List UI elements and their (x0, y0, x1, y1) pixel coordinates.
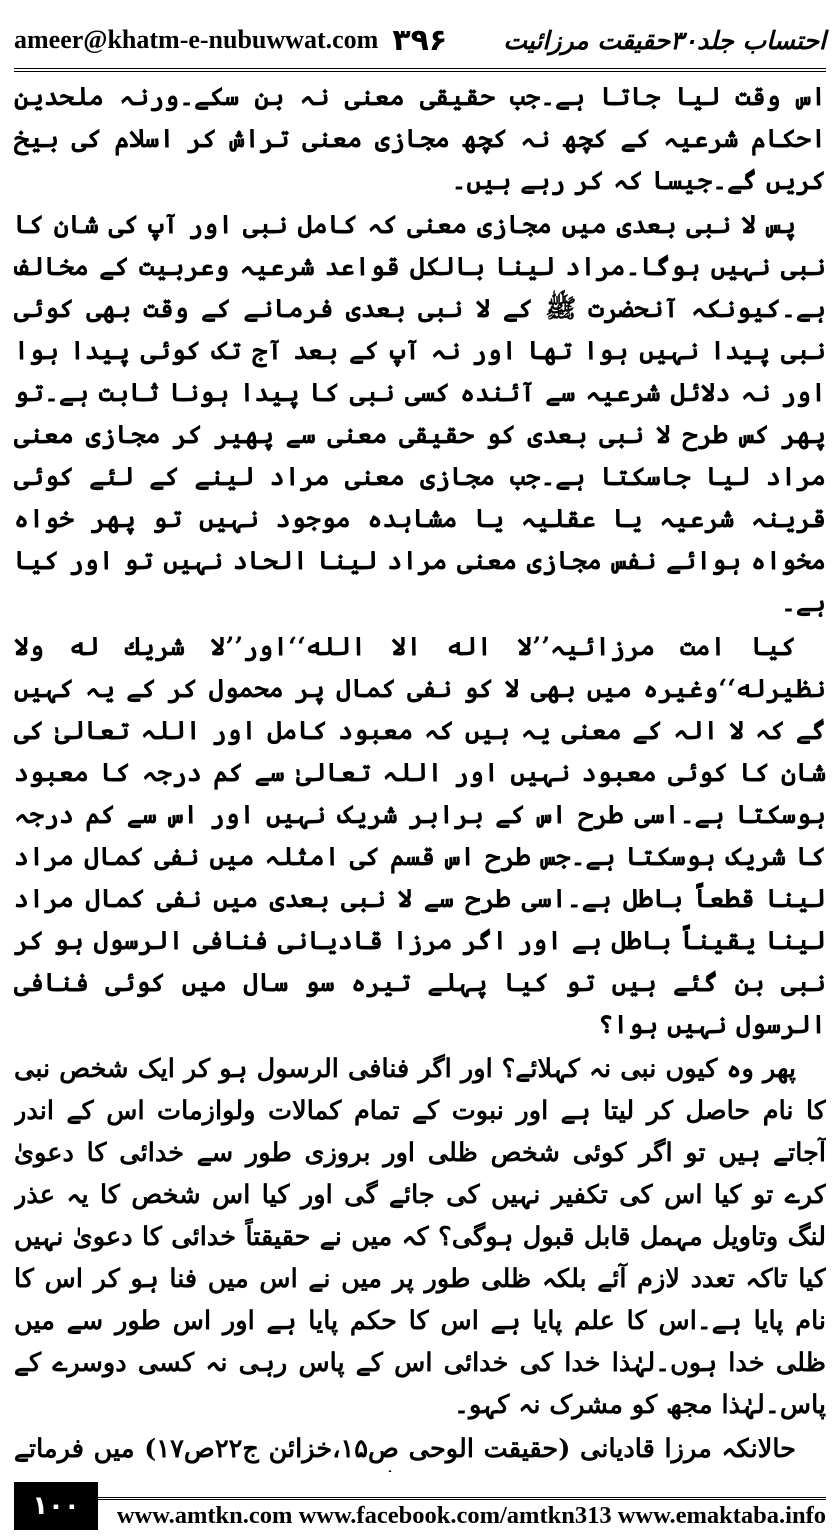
header-page-number: ۳۹۶ (392, 22, 448, 58)
page-header (14, 14, 826, 66)
paragraph-1: اس وقت لیا جاتا ہے۔جب حقیقی معنی نہ بن سکے۔ورنہ ملحدین احکام شرعیہ کے کچھ نہ کچھ مجازی معنی تراش کر اسلام کی بیخ کریں گے۔جیسا کہ کر رہے ہیں۔ (14, 82, 826, 196)
header-email: ameer@khatm-e-nubuwwat.com (14, 25, 379, 54)
paragraph-4: پھر وہ کیوں نبی نہ کہلائے؟ اور اگر فنافی الرسول ہو کر ایک شخص نبی کا نام حاصل کر لیتا ہے اور نبوت کے تمام کمالات ولوازمات اس کے اندر آجاتے ہیں تو اگر کوئی شخص ظلی اور بروزی طور سے خدائی کا دعویٰ کرے تو کیا اس کی تکفیر نہیں کی جائے گی اور کیا اس شخص کا یہ عذر لنگ وتاویل مہمل قابل قبول ہوگی؟ کہ میں نے حقیقتاً خدائی کا دعویٰ نہیں کیا تاکہ تعدد لازم آئے بلکہ ظلی طور پر میں نے اس میں فنا ہو کر اس کا نام پایا ہے۔اس کا علم پایا ہے اس کا حکم پایا ہے اور اس طور سے میں ظلی خدا ہوں۔لہٰذا خدا کی خدائی اس کے پاس رہی نہ کسی دوسرے کے پاس۔لہٰذا مجھ کو مشرک نہ کہو۔ (14, 1054, 826, 1420)
footer-page-number: ۱۰۰ (14, 1482, 98, 1530)
paragraph-3: کیا امت مرزائیہ’’لا اله الا الله‘‘اور’’لا شريك له ولا نظيرله‘‘وغیرہ میں بھی لا کو نفی کمال پر محمول کر کے یہ کہیں گے کہ لا الہ کے معنی یہ ہیں کہ معبود کامل اور اللہ تعالیٰ کی شان کا کوئی معبود نہیں اور اللہ تعالیٰ سے کم درجہ کا معبود ہوسکتا ہے۔اسی طرح اس کے برابر شریک نہیں اور اس سے کم درجہ کا شریک ہوسکتا ہے۔جس طرح اس قسم کی امثلہ میں نفی کمال مراد لینا قطعاً باطل ہے۔اسی طرح سے لا نبی بعدی میں نفی کمال مراد لینا یقیناً باطل ہے اور اگر مرزا قادیانی فنافی الرسول ہو کر نبی بن گئے ہیں تو کیا پہلے تیرہ سو سال میں کوئی فنافی الرسول نہیں ہوا؟ (14, 632, 826, 1040)
paragraph-5: حالانکہ مرزا قادیانی (حقیقت الوحی ص۱۵،خزائن ج۲۲ص۱۷) میں فرماتے (14, 1434, 796, 1464)
page-body (14, 76, 826, 1472)
header-rule (14, 68, 826, 72)
footer-right (98, 1497, 826, 1530)
page-footer (14, 1480, 826, 1530)
header-left (14, 23, 447, 58)
header-book-title: احتساب جلد۳۰حقیقت مرزائیت (503, 25, 826, 55)
footer-links[interactable]: www.amtkn.com www.facebook.com/amtkn313 www.emaktaba.info (116, 1502, 826, 1529)
footer-rule (98, 1497, 826, 1500)
paragraph-2: پس لا نبی بعدی میں مجازی معنی کہ کامل نبی اور آپ کی شان کا نبی نہیں ہوگا۔مراد لینا بالکل قواعد شرعیہ وعربیت کے مخالف ہے۔کیونکہ آنحضرت ﷺ کے لا نبی بعدی فرمانے کے وقت بھی کوئی نبی پیدا نہیں ہوا تھا اور نہ آپ کے بعد آج تک کوئی پیدا ہوا اور نہ دلائل شرعیہ سے آئندہ کسی نبی کا پیدا ہونا ثابت ہے۔تو پھر کس طرح لا نبی بعدی کو حقیقی معنی سے پھیر کر مجازی معنی مراد لیا جاسکتا ہے۔جب مجازی معنی مراد لینے کے لئے کوئی قرینہ شرعیہ یا عقلیہ یا مشاہدہ موجود نہیں تو پھر خواہ مخواہ ہوائے نفس مجازی معنی مراد لینا الحاد نہیں تو اور کیا ہے۔ (14, 210, 826, 618)
